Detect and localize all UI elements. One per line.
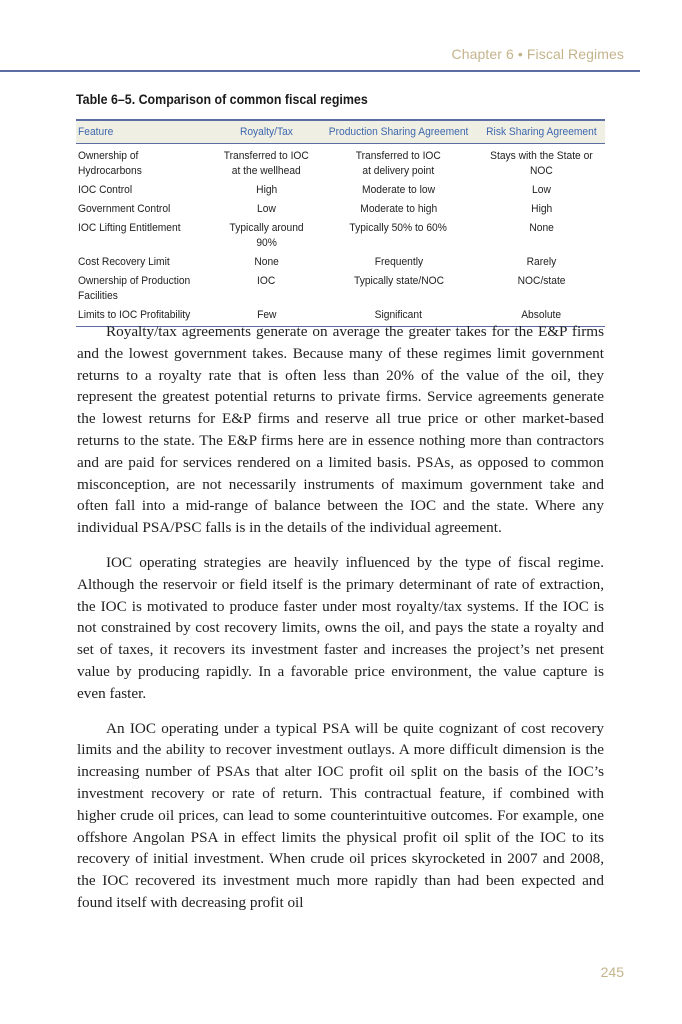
header-rule (0, 70, 640, 72)
body-paragraph: Royalty/tax agreements generate on average the greater takes for the E&P firms and the lowest government takes. Because many of these regimes limit government returns to a royalty rate that is often less than 20% of the value of the oil, they represent the greatest potential returns to private firms. Service agreements generate the lowest returns for E&P firms and reserve all true price or other market-based returns to the state. The E&P firms here are in essence nothing more than contractors and are paid for services rendered on a limited basis. PSAs, as opposed to common misconception, are not necessarily instruments of maximum government take and often fall into a mid-range of balance between the IOC and the state. Where any individual PSA/PSC falls is in the details of the individual agreement. (77, 323, 604, 537)
table-row (76, 253, 605, 272)
table-cell: Moderate to low (362, 184, 436, 196)
table-cell: Few (214, 306, 319, 327)
table-cell: Typically 50% to 60% (349, 222, 448, 234)
table-cell: Stays with the State or NOC (490, 150, 593, 177)
table-row (76, 219, 605, 253)
body-paragraph: IOC operating strategies are heavily influenced by the type of fiscal regime. Although the reservoir or field itself is the primary determinant of rate of extraction, the IOC is motivated to produce faster under most royalty/tax systems. If the IOC is not constrained by cost recovery limits, owns the oil, and pays the state a royalty and set of taxes, it recovers its investment faster and increases the project’s net present value by producing rapidly. In a favorable price environment, the value capture is even faster. (77, 553, 604, 702)
table-row (76, 181, 605, 200)
column-header-risk-sharing: Risk Sharing Agreement (478, 120, 605, 144)
fiscal-regimes-table (76, 119, 605, 327)
table-cell: Low (532, 184, 551, 196)
table-row (76, 200, 605, 219)
table-cell: Typically state/NOC (353, 275, 444, 287)
table-cell: High (255, 184, 277, 196)
table-cell: Rarely (526, 256, 557, 268)
column-header-feature: Feature (76, 120, 214, 144)
table-cell: Significant (319, 306, 478, 327)
table-row (76, 144, 605, 182)
table-cell: Typically around 90% (229, 222, 304, 249)
table-cell: Government Control (78, 203, 171, 215)
table-caption: Table 6–5. Comparison of common fiscal regimes (76, 92, 368, 107)
column-header-royalty-tax: Royalty/Tax (214, 120, 319, 144)
table-cell: None (254, 256, 279, 268)
table-cell: Low (257, 203, 276, 215)
column-header-psa: Production Sharing Agreement (319, 120, 478, 144)
table-cell: Transferred to IOC at delivery point (356, 150, 442, 177)
body-paragraph: An IOC operating under a typical PSA will be quite cognizant of cost recovery limits and the ability to recover investment outlays. A more difficult dimension is the increasing number of PSAs that alter IOC profit oil split on the basis of the IOC’s investment recovery or rate of return. This contractual feature, if combined with higher crude oil prices, can lead to some counterintuitive outcomes. For example, one offshore Angolan PSA in effect limits the physical profit oil split of the IOC to its recovery of initial investment. When crude oil prices skyrocketed in 2007 and 2008, the IOC recovered its investment much more rapidly than had been expected and found itself with decreasing profit oil (77, 719, 604, 911)
table-cell: Absolute (478, 306, 605, 327)
table-row (76, 272, 605, 306)
table-cell: Frequently (374, 256, 423, 268)
table-cell: Ownership of Production Facilities (78, 275, 191, 302)
table-cell: Moderate to high (360, 203, 438, 215)
table-cell: IOC Lifting Entitlement (78, 222, 181, 234)
table-cell: NOC/state (517, 275, 566, 287)
table-cell: Transferred to IOC at the wellhead (223, 150, 309, 177)
page-number: 245 (600, 964, 624, 980)
table-header-row (76, 120, 605, 144)
body-text (77, 321, 604, 927)
table-cell: None (529, 222, 554, 234)
table-cell: Ownership of Hydrocarbons (78, 150, 142, 177)
table-cell: Limits to IOC Profitability (76, 306, 214, 327)
table-cell: High (531, 203, 553, 215)
table-cell: IOC (257, 275, 276, 287)
table-cell: IOC Control (78, 184, 133, 196)
table-cell: Cost Recovery Limit (78, 256, 170, 268)
running-head: Chapter 6 • Fiscal Regimes (451, 46, 624, 62)
